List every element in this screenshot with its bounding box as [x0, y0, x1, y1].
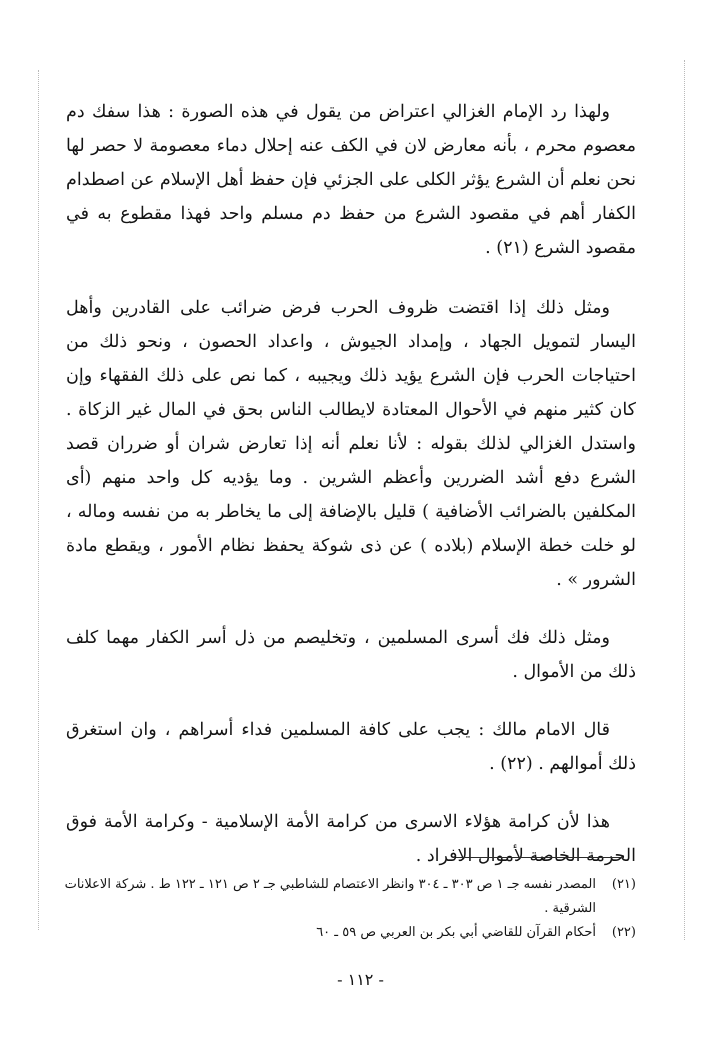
- scan-edge-mark-right: [684, 60, 685, 940]
- paragraph-2: ومثل ذلك إذا اقتضت ظروف الحرب فرض ضرائب على القادرين وأهل اليسار لتمويل الجهاد ، وإمداد الجيوش ، واعداد الحصون ، ونحو ذلك من احتياجات الحرب فإن الشرع يؤيد ذلك ويجيبه ، كما نص على ذلك الفقهاء وإن كان كثير منهم في الأحوال المعتادة لايطالب الناس بحق في المال غير الزكاة . واستدل الغزالي لذلك بقوله : لأنا نعلم أنه إذا تعارض شران أو ضرران قصد الشرع دفع أشد الضررين وأعظم الشرين . وما يؤديه كل واحد منهم (أى المكلفين بالضرائب الأضافية ) قليل بالإضافة إلى ما يخاطر به من نفسه وماله ، لو خلت خطة الإسلام (بلاده ) عن ذى شوكة يحفظ نظام الأمور ، ويقطع مادة الشرور » .: [66, 298, 636, 590]
- paragraph-4: قال الامام مالك : يجب على كافة المسلمين فداء أسراهم ، وان استغرق ذلك أموالهم . (٢٢) .: [66, 720, 636, 774]
- footnote-separator: [456, 857, 624, 858]
- main-text: [66, 95, 636, 873]
- paragraph-5: هذا لأن كرامة هؤلاء الاسرى من كرامة الأمة الإسلامية - وكرامة الأمة فوق الحرمة الخاصة لأموال الافراد .: [66, 812, 636, 866]
- footnote-text: المصدر نفسه جـ ١ ص ٣٠٣ ـ ٣٠٤ وانظر الاعتصام للشاطبي جـ ٢ ص ١٢١ ـ ١٢٢ ط . شركة الاعلانات الشرقية .: [64, 877, 596, 916]
- paragraph-3: ومثل ذلك فك أسرى المسلمين ، وتخليصم من ذل أسر الكفار مهما كلف ذلك من الأموال .: [66, 628, 636, 682]
- footnote-number: (٢١): [611, 877, 636, 892]
- footnote-number: (٢٢): [611, 925, 636, 940]
- page-number: - ١١٢ -: [337, 970, 384, 989]
- footnote-21: [64, 873, 636, 921]
- paragraph-1: ولهذا رد الإمام الغزالي اعتراض من يقول في هذه الصورة : هذا سفك دم معصوم محرم ، بأنه معارض لان في الكف عنه إحلال دماء معصومة لا حصر لها نحن نعلم أن الشرع يؤثر الكلى على الجزئي فإن حفظ أهل الإسلام عن اصطدام الكفار أهم في مقصود الشرع من حفظ دم مسلم واحد فهذا مقطوع به في مقصود الشرع (٢١) .: [66, 102, 636, 258]
- footnote-22: [64, 921, 636, 945]
- footnote-text: أحكام القرآن للقاضي أبي بكر بن العربي ص ٥٩ ـ ٦٠: [316, 925, 596, 940]
- footnotes: [64, 873, 636, 945]
- scan-edge-mark-left: [38, 70, 39, 930]
